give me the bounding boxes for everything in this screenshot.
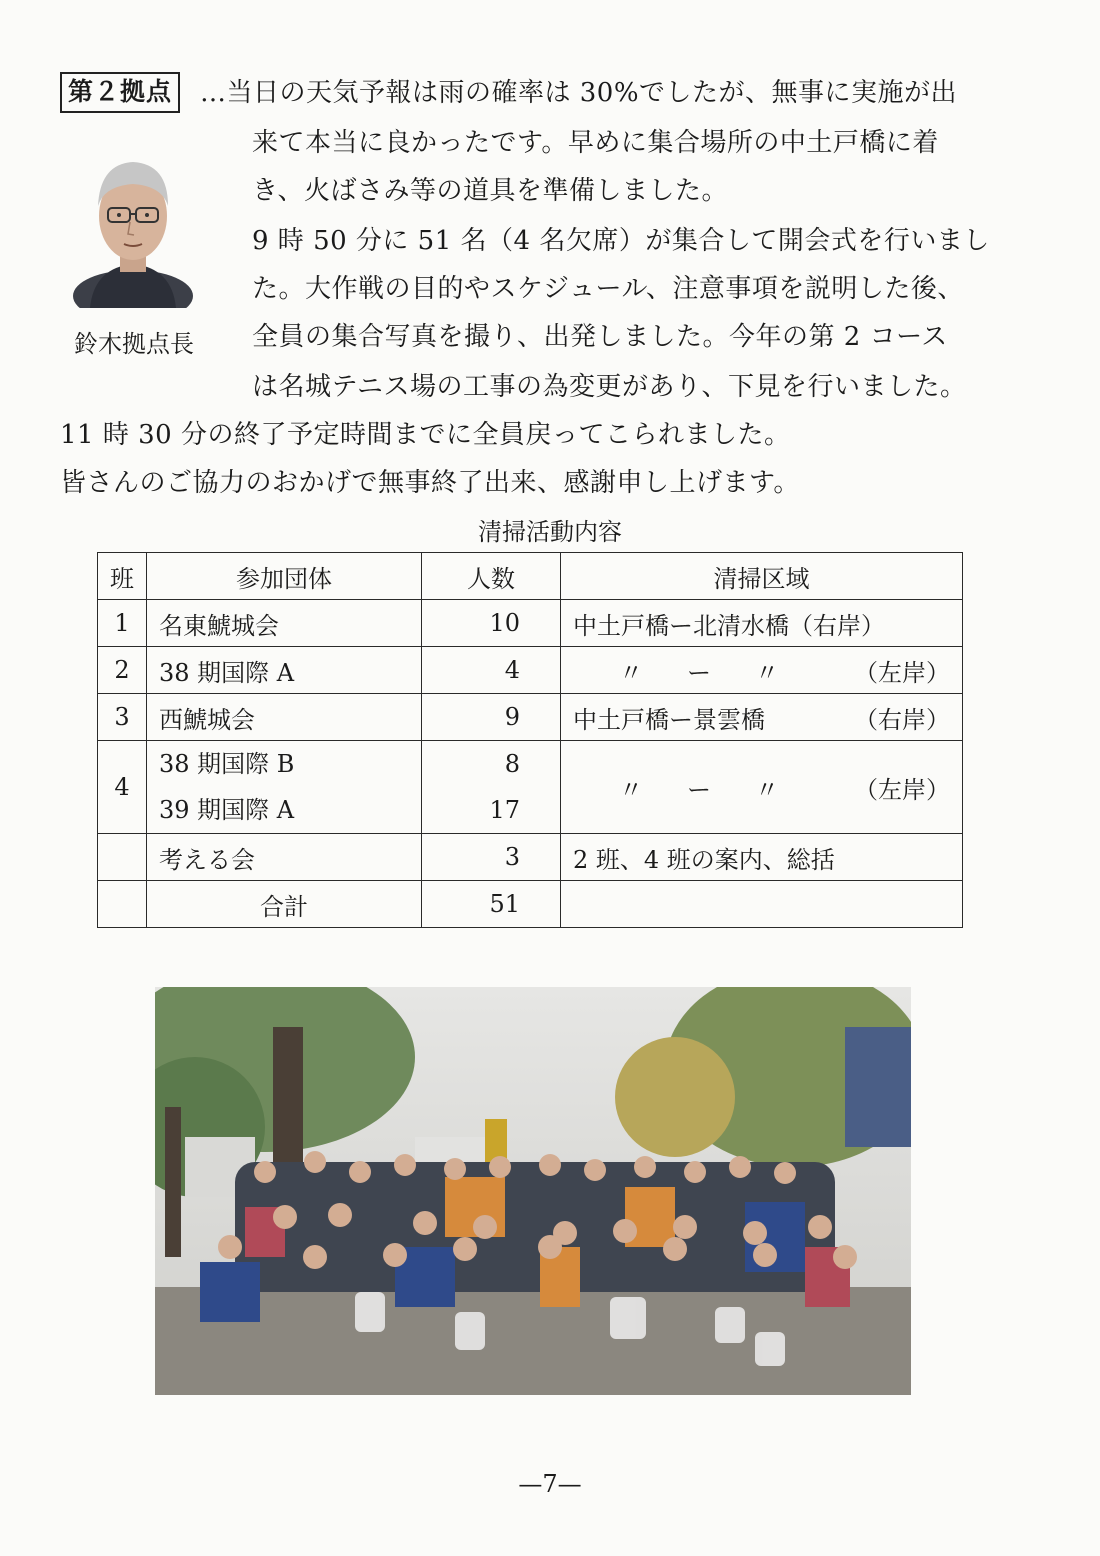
row-group: [147, 741, 422, 834]
portrait-caption: 鈴木拠点長: [74, 330, 194, 358]
ditto-mark: 〃: [755, 658, 779, 687]
body-line-3: き、火ばさみ等の道具を準備しました。: [252, 176, 728, 206]
group-line-1: 38 期国際 B: [159, 750, 295, 778]
area-route: 中土戸橋ー景雲橋: [573, 705, 765, 734]
total-label: 合計: [147, 881, 422, 928]
count-line-2: 17: [489, 796, 520, 824]
table-header-row: [98, 553, 963, 600]
row-group: 西鯱城会: [147, 694, 422, 741]
table-title: 清掃活動内容: [478, 518, 622, 546]
header-num: 班: [98, 553, 147, 600]
body-line-5: た。大作戦の目的やスケジュール、注意事項を説明した後、: [252, 274, 964, 304]
area-dash: ー: [687, 775, 711, 804]
body-line-2: 来て本当に良かったです。早めに集合場所の中土戸橋に着: [252, 128, 939, 158]
row-count: 9: [422, 694, 561, 741]
body-line-9: 皆さんのご協力のおかげで無事終了出来、感謝申し上げます。: [60, 468, 800, 498]
ditto-mark: 〃: [755, 775, 779, 804]
row-area: [561, 647, 963, 694]
row-count: 3: [422, 834, 561, 881]
row-area: 2 班、4 班の案内、総括: [561, 834, 963, 881]
row-num: 2: [98, 647, 147, 694]
area-side: （左岸）: [854, 775, 950, 804]
header-group: 参加団体: [147, 553, 422, 600]
table-row: [98, 647, 963, 694]
row-num: 4: [98, 741, 147, 834]
body-line-1: …当日の天気予報は雨の確率は 30%でしたが、無事に実施が出: [200, 78, 958, 108]
row-area: [561, 741, 963, 834]
area-dash: ー: [687, 658, 711, 687]
activity-table: [97, 552, 963, 928]
body-line-7: は名城テニス場の工事の為変更があり、下見を行いました。: [252, 372, 967, 402]
ditto-mark: 〃: [619, 658, 643, 687]
section-tag: 第２拠点: [60, 72, 180, 113]
table-row: [98, 600, 963, 647]
total-num-cell: [98, 881, 147, 928]
row-group: 38 期国際 A: [147, 647, 422, 694]
row-count: [422, 741, 561, 834]
table-total-row: [98, 881, 963, 928]
header-count: 人数: [422, 553, 561, 600]
portrait-photo: [72, 148, 194, 308]
row-group: 考える会: [147, 834, 422, 881]
count-line-1: 8: [504, 750, 520, 778]
row-num: 1: [98, 600, 147, 647]
ditto-mark: 〃: [619, 775, 643, 804]
row-area: 中土戸橋ー北清水橋（右岸）: [561, 600, 963, 647]
group-photo: [155, 987, 911, 1395]
total-area-cell: [561, 881, 963, 928]
body-line-8: 11 時 30 分の終了予定時間までに全員戻ってこられました。: [60, 420, 791, 450]
row-area: [561, 694, 963, 741]
area-side: （右岸）: [854, 705, 950, 734]
total-count: 51: [422, 881, 561, 928]
body-line-4: 9 時 50 分に 51 名（4 名欠席）が集合して開会式を行いまし: [252, 226, 990, 256]
row-count: 4: [422, 647, 561, 694]
table-row: [98, 834, 963, 881]
header-area: 清掃区域: [561, 553, 963, 600]
row-num: [98, 834, 147, 881]
row-count: 10: [422, 600, 561, 647]
row-num: 3: [98, 694, 147, 741]
table-row: [98, 741, 963, 834]
body-line-6: 全員の集合写真を撮り、出発しました。今年の第 2 コース: [252, 322, 948, 352]
table-row: [98, 694, 963, 741]
page-number: —7—: [518, 1470, 582, 1498]
group-line-2: 39 期国際 A: [159, 796, 295, 824]
area-side: （左岸）: [854, 658, 950, 687]
row-group: 名東鯱城会: [147, 600, 422, 647]
